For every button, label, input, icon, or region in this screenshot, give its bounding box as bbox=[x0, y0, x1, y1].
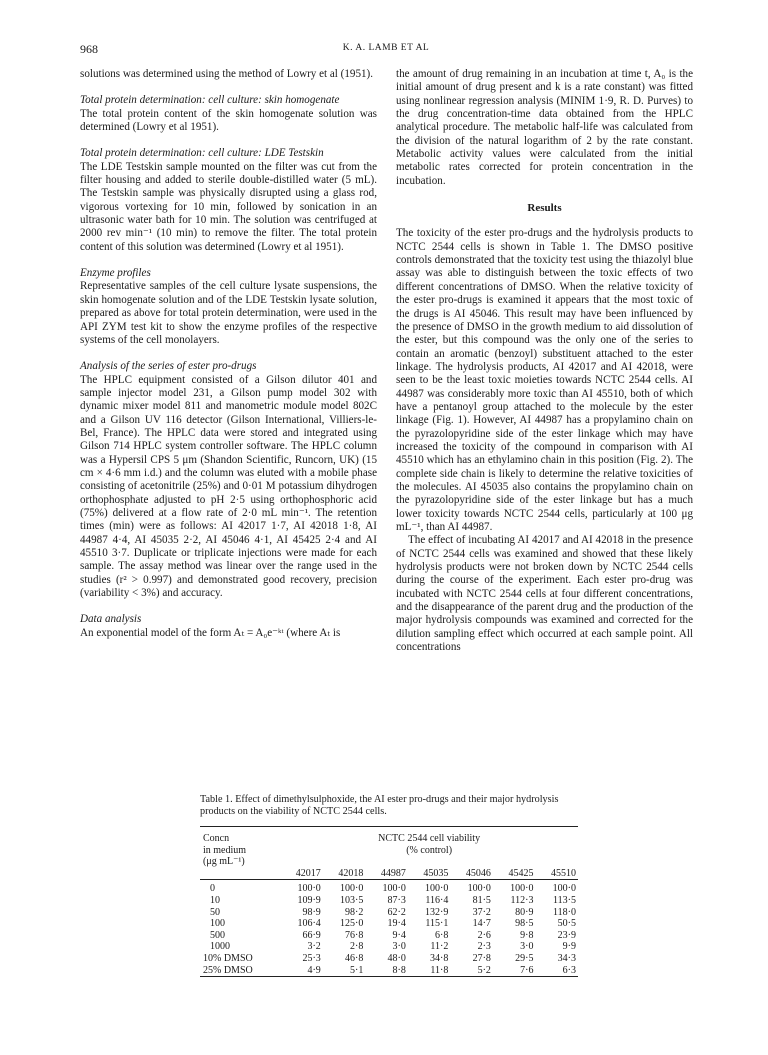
table-row bbox=[200, 941, 578, 953]
table-row bbox=[200, 965, 578, 977]
table-cell: 9·8 bbox=[520, 929, 534, 941]
table-cell: 5·1 bbox=[323, 965, 366, 977]
table-cell: 50·5 bbox=[557, 918, 576, 930]
table-caption: Table 1. Effect of dimethylsulphoxide, the AI ester pro-drugs and their major hydrolysis products on the viability of NCTC 2544 cells. bbox=[200, 794, 559, 817]
running-head: K. A. LAMB ET AL bbox=[342, 43, 430, 53]
table-cell: 2·6 bbox=[477, 929, 491, 941]
table-cell: 100·0 bbox=[339, 883, 364, 895]
stub-head: (μg mL⁻¹) bbox=[203, 856, 245, 868]
row-label: 10% DMSO bbox=[203, 952, 253, 964]
table-cell: 19·4 bbox=[387, 918, 406, 930]
page-number: 968 bbox=[80, 42, 98, 56]
paragraph: the amount of drug remaining in an incubation at time t, A₀ is the initial amount of drug present and k is a rate constant) was fitted using nonlinear regression analysis (MINIM 1·9, R. D. Purves) to the drug concentration-time data obtained from the HPLC analytical procedure. The metabolic half-life was calculated from the division of the natural logarithm of 2 by the rate constant. Metabolic activity values were calculated from the initial metabolic rates corrected for protein concentration in the incubation. bbox=[396, 68, 693, 187]
table-cell: 106·4 bbox=[297, 918, 321, 930]
table-cell: 27·8 bbox=[472, 952, 491, 964]
table-cell: 34·3 bbox=[557, 952, 576, 964]
paragraph: solutions was determined using the method of Lowry et al (1951). bbox=[80, 68, 374, 80]
table-row bbox=[200, 953, 578, 965]
table-cell: 81·5 bbox=[472, 894, 491, 906]
paragraph: An exponential model of the form Aₜ = A₀e⁻ᵏᵗ (where Aₜ is bbox=[80, 626, 341, 639]
table-cell: 3·0 bbox=[392, 941, 406, 953]
column-header: 42017 bbox=[280, 868, 323, 880]
table-cell: 34·8 bbox=[430, 952, 449, 964]
row-label: 1000 bbox=[210, 941, 230, 953]
section-heading: Total protein determination: cell culture: skin homogenate bbox=[80, 94, 340, 107]
row-label: 100 bbox=[210, 918, 225, 930]
table-cell: 3·2 bbox=[307, 941, 321, 953]
table-cell: 29·5 bbox=[515, 952, 534, 964]
column-header: 44987 bbox=[365, 868, 408, 880]
table-cell: 103·5 bbox=[339, 894, 364, 906]
section-heading: Analysis of the series of ester pro-drugs bbox=[80, 360, 257, 373]
table-cell: 48·0 bbox=[387, 952, 406, 964]
table-row bbox=[200, 918, 578, 930]
paragraph: Representative samples of the cell culture lysate suspensions, the skin homogenate solution and of the LDE Testskin lysate solution, prepared as above for total protein determination, were used in the API ZYM test kit to show the enzyme profiles of the respective systems of the cell monolayers. bbox=[80, 280, 377, 346]
table-head-row bbox=[200, 833, 578, 845]
table-cell: 37·2 bbox=[472, 906, 491, 918]
row-label: 25% DMSO bbox=[200, 965, 280, 977]
paragraph: The toxicity of the ester pro-drugs and the hydrolysis products to NCTC 2544 cells is shown in Table 1. The DMSO positive controls demonstrated that the toxicity test using the thiazolyl blue assay was able to distinguish between the toxic effects of two different concentrations of DMSO. When the relative toxicity of the ester pro-drugs is examined it appears that the most toxic of the drugs is AI 45046. This result may have been influenced by the presence of DMSO in the growth medium to aid dissolution of the ester, but this compound was the only one of the series to contain an aromatic (benzoyl) substituent attached to the ester linkage. The hydrolysis products, AI 42017 and AI 42018, were seen to be the least toxic moieties towards NCTC 2544 cells. AI 44987 was considerably more toxic than AI 45510, both of which have a pentanoyl group attached to the molecule by the ester linkage (Fig. 1). However, AI 44987 has a propylamino chain on the pyrazolopyridine side of the ester linkage which may have increased the toxicity of the compound in comparison with AI 45510 which has an ethylamino chain in this position (Fig. 2). The complete side chain is likely to determine the relative toxicities of the molecules. AI 45035 also contains the propylamino chain on the pyrazolopyridine side of the ester linkage but has a much lower toxicity towards NCTC 2544 cells, particularly at 100 μg mL⁻¹, than AI 44987. bbox=[396, 227, 693, 533]
row-label: 500 bbox=[210, 929, 225, 941]
table-row bbox=[200, 883, 578, 895]
column-header: 45510 bbox=[535, 868, 578, 880]
row-label: 50 bbox=[210, 906, 220, 918]
table-row bbox=[200, 907, 578, 919]
table-cell: 116·4 bbox=[425, 894, 449, 906]
table-cell: 118·0 bbox=[553, 906, 576, 918]
row-label: 0 bbox=[210, 883, 215, 895]
table-cell: 7·6 bbox=[493, 965, 536, 977]
table-cell: 23·9 bbox=[557, 929, 576, 941]
paragraph: The HPLC equipment consisted of a Gilson dilutor 401 and sample injector model 231, a Gilson pump model 302 with dynamic mixer model 811 and manometric module model 802C and a Gilson UV 116 detector (Gilson International, Villiers-le-Bel, France). The HPLC data were stored and integrated using Gilson 714 HPLC system controller software. The HPLC column was a Hypersil CPS 5 μm (Shandon Scientific, Runcorn, UK) (15 cm × 4·6 mm i.d.) and the column was eluted with a mobile phase consisting of acetonitrile (25%) and 0·01 M potassium dihydrogen orthophosphate adjusted to pH 2·5 using orthophosphoric acid (75%) delivered at a flow rate of 2·0 mL min⁻¹. The retention times (min) were as follows: AI 42017 1·7, AI 42018 1·8, AI 44987 4·4, AI 45035 2·2, AI 45046 4·1, AI 45425 2·4 and AI 45510 3·7. Duplicate or triplicate injections were made for each sample. The assay method was linear over the range used in the studies (r² > 0.997) and demonstrated good recovery, precision (variability < 3%) and accuracy. bbox=[80, 373, 377, 600]
table-cell: 9·4 bbox=[392, 929, 406, 941]
section-heading: Enzyme profiles bbox=[80, 267, 151, 280]
table-cell: 125·0 bbox=[339, 918, 364, 930]
data-table bbox=[200, 826, 578, 977]
table-cell: 46·8 bbox=[344, 952, 364, 964]
table-cell: 14·7 bbox=[472, 918, 491, 930]
table-cell: 76·8 bbox=[344, 929, 364, 941]
table-cell: 100·0 bbox=[552, 883, 576, 895]
right-column bbox=[396, 68, 693, 654]
table-cell: 6·8 bbox=[435, 929, 449, 941]
table-cell: 100·0 bbox=[510, 883, 534, 895]
table-cell: 112·3 bbox=[510, 894, 534, 906]
section-heading: Total protein determination: cell culture: LDE Testskin bbox=[80, 147, 324, 160]
table-row bbox=[200, 930, 578, 942]
table-cell: 98·9 bbox=[302, 906, 321, 918]
table-cell: 6·3 bbox=[535, 965, 578, 977]
table-cell: 132·9 bbox=[425, 906, 449, 918]
table-cell: 2·3 bbox=[477, 941, 491, 953]
column-header: 45425 bbox=[493, 868, 536, 880]
paragraph: The LDE Testskin sample mounted on the filter was cut from the filter housing and added to sterile double-distilled water (5 mL). The Testskin sample was physically disrupted using a glass rod, vigorous vortexing for 10 min, followed by sonication in an ultrasonic water bath for 10 min. The solution was centrifuged at 2000 rev min⁻¹ (10 min) to remove the filter. The total protein content of this solution was determined (Lowry et al 1951). bbox=[80, 160, 377, 253]
column-header: 45046 bbox=[450, 868, 493, 880]
table-cell: 80·9 bbox=[515, 906, 534, 918]
table-cell: 9·9 bbox=[562, 941, 576, 953]
table-cell: 4·9 bbox=[280, 965, 323, 977]
table-cell: 66·9 bbox=[302, 929, 321, 941]
column-head-row bbox=[200, 868, 578, 880]
table-cell: 100·0 bbox=[425, 883, 449, 895]
table-cell: 5·2 bbox=[450, 965, 493, 977]
column-header: 45035 bbox=[408, 868, 451, 880]
left-column bbox=[80, 68, 377, 640]
table-cell: 62·2 bbox=[387, 906, 406, 918]
table-cell: 100·0 bbox=[297, 883, 321, 895]
spanner-head: NCTC 2544 cell viability bbox=[378, 833, 481, 844]
table-cell: 98·5 bbox=[515, 918, 534, 930]
table-cell: 11·2 bbox=[430, 941, 449, 953]
table-cell: 115·1 bbox=[425, 918, 449, 930]
table-head-row bbox=[200, 856, 578, 868]
column-header: 42018 bbox=[323, 868, 366, 880]
table-cell: 87·3 bbox=[387, 894, 406, 906]
table-cell: 3·0 bbox=[520, 941, 534, 953]
table-cell: 8·8 bbox=[365, 965, 408, 977]
table-cell: 2·8 bbox=[349, 941, 364, 953]
table-cell: 109·9 bbox=[297, 894, 321, 906]
table-cell: 113·5 bbox=[553, 894, 576, 906]
table-cell: 25·3 bbox=[302, 952, 321, 964]
paragraph: The effect of incubating AI 42017 and AI 42018 in the presence of NCTC 2544 cells was examined and showed that these likely hydrolysis products were not broken down by NCTC 2544 cells during the course of the experiment. Each ester pro-drug was incubated with NCTC 2544 cells at four different concentrations, and the disappearance of the parent drug and the production of the major hydrolysis compounds was examined and corrected for the dilution sampling effect which occurred at each sample point. All concentrations bbox=[396, 534, 693, 654]
table-head-row bbox=[200, 845, 578, 857]
table-row bbox=[200, 895, 578, 907]
table-cell: 100·0 bbox=[382, 883, 406, 895]
stub-head: in medium bbox=[203, 844, 247, 856]
table-cell: 98·2 bbox=[344, 906, 364, 918]
section-heading: Data analysis bbox=[80, 613, 142, 626]
spanner-head: (% control) bbox=[406, 844, 453, 856]
table-cell: 100·0 bbox=[467, 883, 491, 895]
page-header bbox=[80, 42, 692, 58]
paragraph: The total protein content of the skin homogenate solution was determined (Lowry et al 1951). bbox=[80, 107, 377, 134]
row-label: 10 bbox=[210, 894, 220, 906]
results-heading: Results bbox=[527, 202, 562, 215]
table-cell: 11·8 bbox=[408, 965, 451, 977]
stub-head: Concn bbox=[203, 833, 230, 844]
